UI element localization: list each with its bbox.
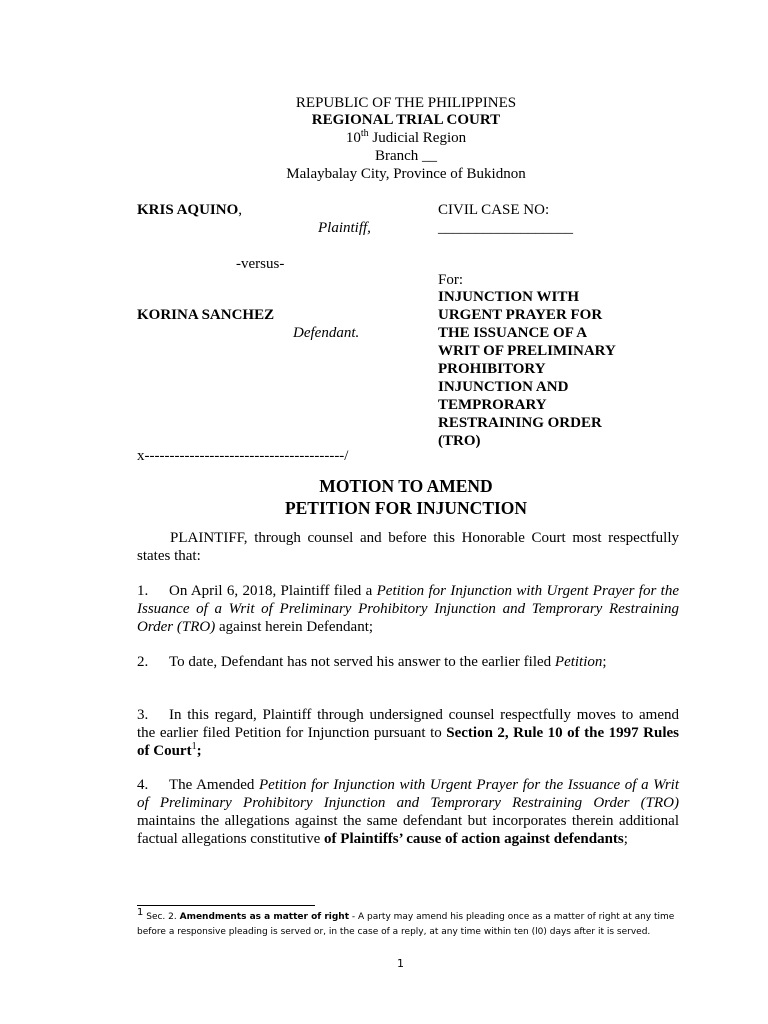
judicial-region: 10th Judicial Region [345, 128, 467, 146]
footnote-1: $^1$ Sec. 2. Amendments as a matter of right - A party may amend his pleading once as a matter of right at any time before a responsive pleading is served or, in the case of a reply, at any time within ten (l0) days after it is served. [137, 907, 675, 937]
intro-paragraph: PLAINTIFF, through counsel and before this Honorable Court most respectfully states that: [137, 530, 679, 564]
case-nature-line: WRIT OF PRELIMINARY [438, 343, 616, 359]
page-number: 1 [397, 957, 404, 970]
paragraph-4: 4. The Amended Petition for Injunction with Urgent Prayer for the Issuance of a Writ of Preliminary Prohibitory Injunction and Temprorary Restraining Order (TRO) maintains the allegations against the same defendant but incorporates therein additional factual allegations constitutive of Plaintiffs’ cause of action against defendants; [137, 777, 680, 847]
city-line: Malaybalay City, Province of Bukidnon [286, 166, 526, 182]
case-nature-line: INJUNCTION AND [438, 379, 569, 395]
civil-case-blank: __________________ [438, 220, 573, 236]
plaintiff-role: Plaintiff, [318, 220, 371, 236]
defendant-role: Defendant. [293, 325, 360, 341]
case-nature-line: INJUNCTION WITH [438, 289, 579, 305]
civil-case-label: CIVIL CASE NO: [438, 202, 550, 218]
x-line: x----------------------------------------/ [137, 448, 349, 464]
case-nature-line: PROHIBITORY [438, 361, 546, 377]
motion-title-line2: PETITION FOR INJUNCTION [284, 498, 528, 518]
defendant-name: KORINA SANCHEZ [137, 307, 275, 323]
versus-label: -versus- [236, 256, 285, 272]
plaintiff-name: KRIS AQUINO, [137, 202, 243, 218]
motion-title-line1: MOTION TO AMEND [319, 476, 493, 496]
case-nature-title [438, 288, 668, 450]
case-nature-line: (TRO) [438, 433, 481, 449]
branch-line: Branch __ [374, 148, 438, 164]
case-nature-line: THE ISSUANCE OF A [438, 325, 588, 341]
footnote-rule [137, 905, 315, 906]
paragraph-2: 2. To date, Defendant has not served his answer to the earlier filed Petition; [137, 654, 607, 670]
court-heading: REGIONAL TRIAL COURT [311, 112, 501, 128]
paragraph-1: 1. On April 6, 2018, Plaintiff filed a Petition for Injunction with Urgent Prayer for the Issuance of a Writ of Preliminary Prohibitory Injunction and Temprorary Restraining Order (TRO) against herein Defendant; [137, 583, 679, 635]
case-nature-line: RESTRAINING ORDER [438, 415, 602, 431]
for-label: For: [438, 272, 464, 288]
case-nature-line: TEMPRORARY [438, 397, 547, 413]
case-nature-line: URGENT PRAYER FOR [438, 307, 603, 323]
republic-heading: REPUBLIC OF THE PHILIPPINES [295, 95, 517, 111]
paragraph-3: 3. In this regard, Plaintiff through undersigned counsel respectfully moves to amend the earlier filed Petition for Injunction pursuant to Section 2, Rule 10 of the 1997 Rules of Court$^1$; [137, 707, 679, 759]
